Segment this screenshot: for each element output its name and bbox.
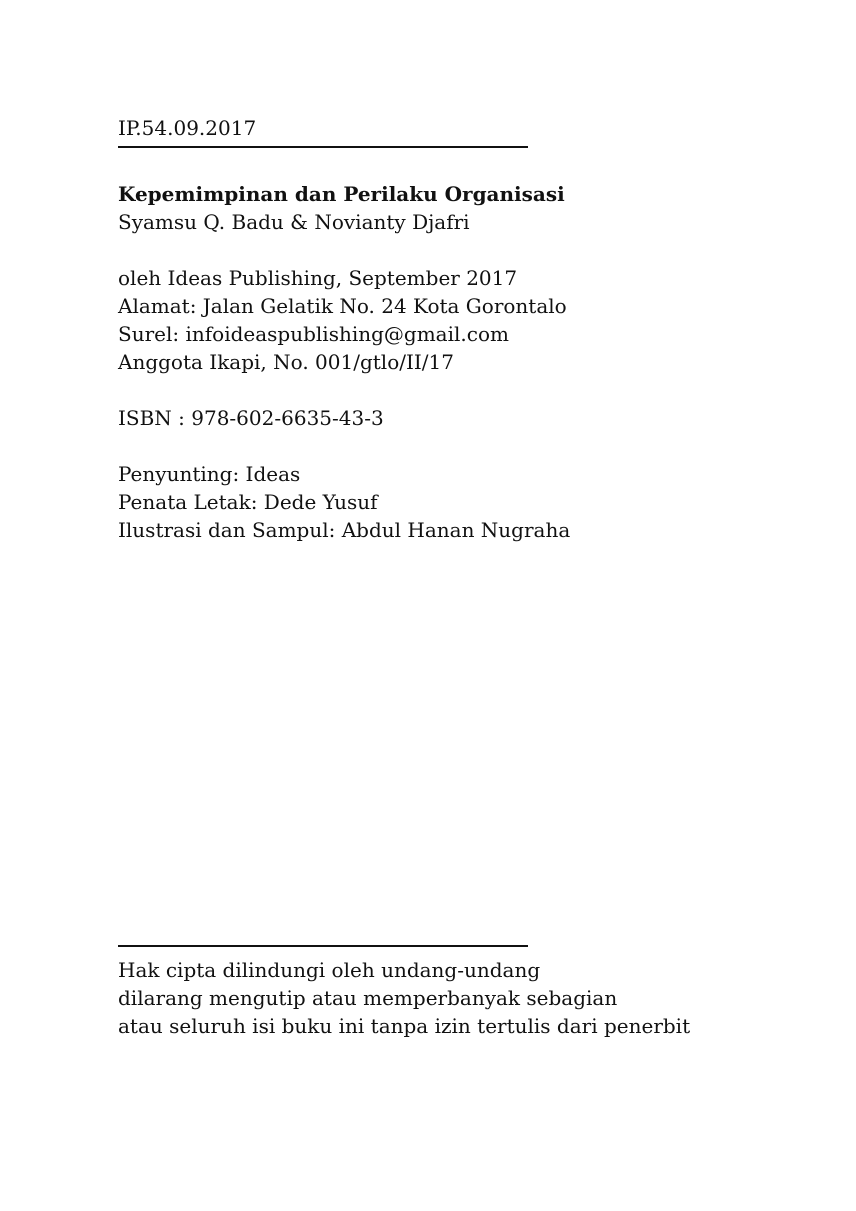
credit-layout: Penata Letak: Dede Yusuf [118,490,378,514]
isbn: ISBN : 978-602-6635-43-3 [118,406,384,430]
copyright-line-2: dilarang mengutip atau memperbanyak sebagian [118,986,618,1010]
bottom-divider [118,945,528,947]
credit-illustration: Ilustrasi dan Sampul: Abdul Hanan Nugraha [118,518,571,542]
copyright-line-1: Hak cipta dilindungi oleh undang-undang [118,958,541,982]
publisher-email: Surel: infoideaspublishing@gmail.com [118,322,509,346]
top-divider [118,146,528,148]
book-title: Kepemimpinan dan Perilaku Organisasi [118,182,565,206]
catalog-code: IP.54.09.2017 [118,116,257,140]
book-authors: Syamsu Q. Badu & Novianty Djafri [118,210,470,234]
credit-editor: Penyunting: Ideas [118,462,301,486]
publisher-line: oleh Ideas Publishing, September 2017 [118,266,518,290]
publisher-address: Alamat: Jalan Gelatik No. 24 Kota Gorontalo [118,294,567,318]
publisher-membership: Anggota Ikapi, No. 001/gtlo/II/17 [118,350,454,374]
copyright-line-3: atau seluruh isi buku ini tanpa izin tertulis dari penerbit [118,1014,691,1038]
